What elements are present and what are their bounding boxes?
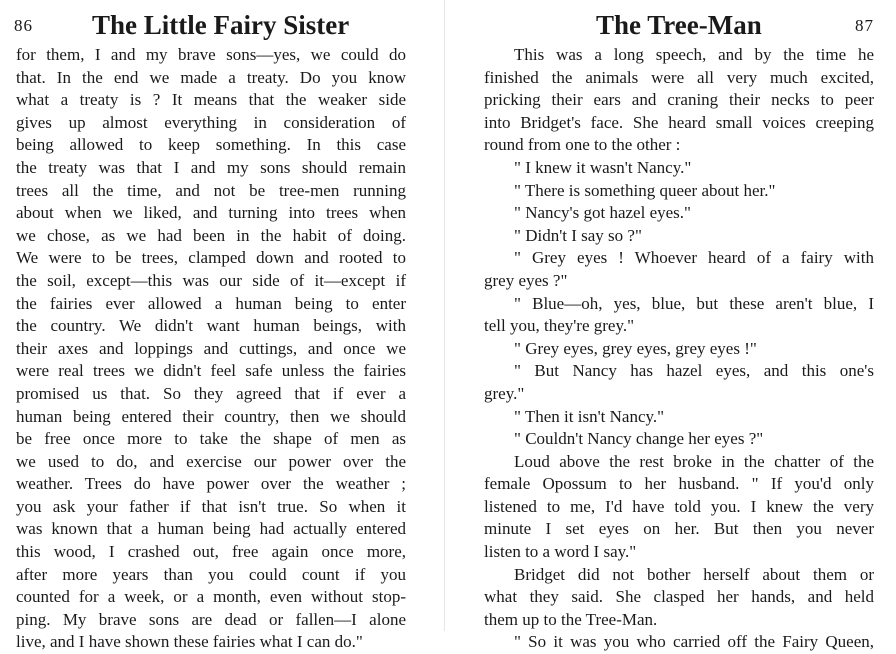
text-line: this wood, I crashed out, free again once more, xyxy=(16,542,406,562)
text-line: for them, I and my brave sons—yes, we could do xyxy=(16,45,406,64)
text-line: " Then it isn't Nancy." xyxy=(514,406,665,426)
text-line: Bridget did not bother herself about them or xyxy=(514,564,874,584)
right-page xyxy=(468,0,888,652)
text-line: what they said. She clasped her hands, and held xyxy=(484,587,874,607)
text-line: listen to a word I say." xyxy=(484,542,637,562)
text-line: into Bridget's face. She heard small voices creeping xyxy=(484,112,874,132)
right-running-title: The Tree-Man xyxy=(596,10,762,40)
text-line: Loud above the rest broke in the chatter of the xyxy=(514,451,874,471)
text-line: grey eyes ?" xyxy=(484,270,568,290)
text-line: " There is something queer about her." xyxy=(514,180,776,200)
text-line: gives up almost everything in consideration of xyxy=(16,112,406,132)
text-line: " Couldn't Nancy change her eyes ?" xyxy=(514,429,764,449)
text-line: being allowed to keep something. In this case xyxy=(16,135,406,155)
left-page-number: 86 xyxy=(14,16,33,35)
text-line: " Grey eyes, grey eyes, grey eyes !" xyxy=(514,338,757,358)
left-page-header xyxy=(0,10,420,40)
text-line: " I knew it wasn't Nancy." xyxy=(514,157,692,177)
text-line: live, and I have shown these fairies what I can do." xyxy=(16,632,363,652)
text-line: female Opossum to her husband. " If you'd only xyxy=(484,474,874,494)
text-line: the soil, except—this was our side of it—except if xyxy=(16,270,406,290)
text-line: the country. We didn't want human beings, with xyxy=(16,316,406,336)
text-line: you ask your father if that isn't true. So when it xyxy=(16,496,406,516)
right-page-number: 87 xyxy=(855,16,874,35)
text-line: about when we liked, and turning into trees when xyxy=(16,203,406,223)
text-line: counted for a week, or a month, even without stop- xyxy=(16,587,406,607)
text-line: grey." xyxy=(484,383,525,403)
text-line: We were to be trees, clamped down and rooted to xyxy=(16,248,406,268)
text-line: round from one to the other : xyxy=(484,135,681,155)
text-line: minute I set eyes on her. But then you never xyxy=(484,519,874,539)
text-line: weather. Trees do have power over the weather ; xyxy=(16,474,406,494)
text-line: their axes and loppings and cuttings, and once we xyxy=(16,338,406,358)
right-page-header xyxy=(468,10,888,40)
book-gutter xyxy=(444,0,445,631)
text-line: ping. My brave sons are dead or fallen—I alone xyxy=(16,609,406,629)
text-line: " So it was you who carried off the Fairy Queen, xyxy=(514,632,874,652)
left-running-title: The Little Fairy Sister xyxy=(92,10,350,40)
text-line: tell you, they're grey." xyxy=(484,316,635,336)
text-line: pricking their ears and craning their necks to peer xyxy=(484,90,874,110)
right-page-body-text xyxy=(484,44,874,654)
text-line: human being entered their country, then we should xyxy=(16,406,406,426)
text-line: " Nancy's got hazel eyes." xyxy=(514,203,691,223)
text-line: listened to me, I'd have told you. I knew the very xyxy=(484,496,874,516)
text-line: them up to the Tree-Man. xyxy=(484,609,658,629)
text-line: " But Nancy has hazel eyes, and this one's xyxy=(514,361,874,381)
left-page xyxy=(0,0,420,652)
text-line: the fairies ever allowed a human being to enter xyxy=(16,293,406,313)
text-line: after more years than you could count if you xyxy=(16,564,406,584)
text-line: the treaty was that I and my sons should remain xyxy=(16,157,406,177)
text-line: This was a long speech, and by the time he xyxy=(514,45,874,64)
text-line: trees all the time, and not be tree-men running xyxy=(16,180,406,200)
text-line: finished the animals were all very much excited, xyxy=(484,67,874,87)
text-line: be free once more to take the shape of men as xyxy=(16,429,406,449)
text-line: we used to do, and exercise our power over the xyxy=(16,451,406,471)
text-line: " Didn't I say so ?" xyxy=(514,225,642,245)
text-line: we chose, as we had been in the habit of doing. xyxy=(16,225,406,245)
text-line: " Blue—oh, yes, blue, but these aren't blue, I xyxy=(514,293,874,313)
left-page-body-text xyxy=(16,44,406,654)
text-line: promised us that. So they agreed that if ever a xyxy=(16,383,406,403)
text-line: that. In the end we made a treaty. Do you know xyxy=(16,67,406,87)
text-line: were real trees we didn't feel safe unless the fairies xyxy=(16,361,406,381)
text-line: was known that a human being had actually entered xyxy=(16,519,406,539)
text-line: " Grey eyes ! Whoever heard of a fairy with xyxy=(514,248,874,268)
text-line: what a treaty is ? It means that the weaker side xyxy=(16,90,406,110)
